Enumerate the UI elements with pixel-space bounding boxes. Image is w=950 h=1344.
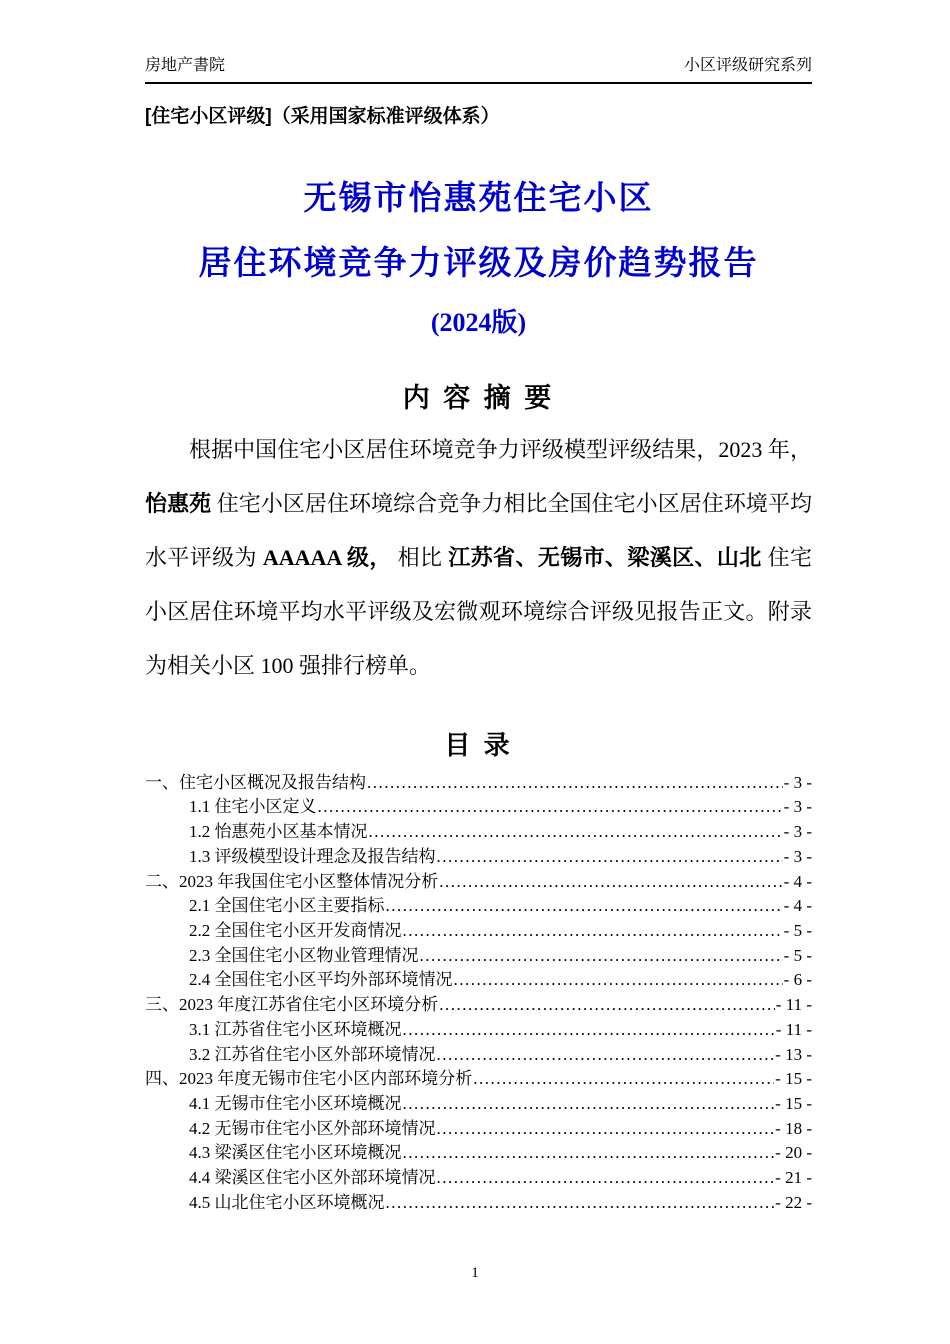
toc-entry-label: 4.1 无锡市住宅小区环境概况: [189, 1093, 402, 1113]
toc-entry-label: 二、2023 年我国住宅小区整体情况分析: [145, 871, 439, 891]
summary-text-segment: 住宅小区居住环境平均水平评级及宏微观环境综合评级见报告正文。附录为相关小区 100 强排行榜单。: [145, 544, 812, 678]
toc-entry: [145, 919, 812, 944]
toc-entry-page: - 4 -: [783, 896, 812, 916]
toc-entry-page: - 13 -: [775, 1044, 812, 1064]
summary-paragraph: [145, 423, 812, 693]
toc-leader-dots: [318, 795, 783, 820]
toc-leader-dots: [439, 993, 775, 1018]
toc-entry-page: - 5 -: [783, 945, 812, 965]
toc-entry-label: 3.2 江苏省住宅小区外部环境情况: [189, 1044, 436, 1064]
summary-text-segment: AAAAA 级，: [262, 544, 392, 570]
toc-entry-page: - 11 -: [775, 995, 812, 1015]
toc-entry: [145, 1043, 812, 1068]
toc-entry: [145, 795, 812, 820]
toc-leader-dots: [386, 1191, 775, 1216]
toc-entry-page: - 15 -: [775, 1093, 812, 1113]
toc-entry-page: - 22 -: [775, 1192, 812, 1212]
toc-entry: [145, 1191, 812, 1216]
toc-entry-page: - 20 -: [775, 1143, 812, 1163]
toc-entry: [145, 944, 812, 969]
toc-leader-dots: [437, 1166, 775, 1191]
toc-entry-label: 2.4 全国住宅小区平均外部环境情况: [189, 970, 453, 990]
toc-leader-dots: [454, 968, 783, 993]
toc-leader-dots: [386, 894, 783, 919]
toc-entry-page: - 3 -: [783, 772, 812, 792]
toc-entry-label: 三、2023 年度江苏省住宅小区环境分析: [145, 995, 439, 1015]
toc-leader-dots: [367, 771, 783, 796]
summary-heading: 内 容 摘 要: [402, 382, 555, 413]
toc-entry: [145, 1067, 812, 1092]
summary-text-segment: 相比: [397, 544, 443, 570]
toc-entry-label: 1.2 怡惠苑小区基本情况: [189, 822, 368, 842]
toc-entry-page: - 11 -: [775, 1019, 812, 1039]
toc-entry-page: - 3 -: [783, 797, 812, 817]
toc-leader-dots: [403, 919, 783, 944]
toc-entry-label: 4.2 无锡市住宅小区外部环境情况: [189, 1118, 436, 1138]
toc-leader-dots: [437, 845, 783, 870]
classification-line: [住宅小区评级]（采用国家标准评级体系）: [145, 106, 500, 128]
header-right-text: 小区评级研究系列: [683, 57, 812, 74]
toc-entry-page: - 6 -: [783, 970, 812, 990]
toc-entry-label: 4.3 梁溪区住宅小区环境概况: [189, 1143, 402, 1163]
report-title-line1: 无锡市怡惠苑住宅小区: [303, 181, 654, 218]
toc-leader-dots: [403, 1018, 775, 1043]
toc-entry-label: 4.4 梁溪区住宅小区外部环境情况: [189, 1168, 436, 1188]
toc-entry: [145, 894, 812, 919]
toc-entry-page: - 5 -: [783, 920, 812, 940]
toc-entry: [145, 1117, 812, 1142]
toc-entry-page: - 4 -: [783, 871, 812, 891]
toc-leader-dots: [403, 1092, 775, 1117]
toc-entry: [145, 771, 812, 796]
summary-text-segment: 住宅小区居住环境综合竞争力相比全国住宅小区居住环境平均水平评级为: [145, 490, 812, 570]
toc-entry: [145, 1092, 812, 1117]
toc-entry: [145, 820, 812, 845]
toc-entry-label: 1.3 评级模型设计理念及报告结构: [189, 846, 436, 866]
toc-entry-label: 四、2023 年度无锡市住宅小区内部环境分析: [145, 1069, 473, 1089]
toc-entry-page: - 15 -: [775, 1069, 812, 1089]
toc-entry: [145, 968, 812, 993]
page-header: [145, 56, 812, 84]
toc-leader-dots: [369, 820, 783, 845]
toc-heading: 目 录: [444, 729, 513, 760]
toc-entry-label: 1.1 住宅小区定义: [189, 797, 317, 817]
header-left-text: 房地产書院: [145, 57, 226, 74]
toc-entry-page: - 18 -: [775, 1118, 812, 1138]
table-of-contents: [145, 771, 812, 1216]
toc-entry: [145, 993, 812, 1018]
toc-leader-dots: [473, 1067, 774, 1092]
toc-entry-page: - 21 -: [775, 1168, 812, 1188]
toc-entry: [145, 1141, 812, 1166]
toc-leader-dots: [403, 1141, 775, 1166]
report-title-line2: 居住环境竞争力评级及房价趋势报告: [198, 246, 759, 283]
toc-leader-dots: [437, 1043, 775, 1068]
summary-text-segment: 怡惠苑: [145, 490, 212, 516]
report-edition: (2024版): [430, 307, 527, 337]
toc-entry: [145, 1166, 812, 1191]
toc-entry-label: 2.3 全国住宅小区物业管理情况: [189, 945, 419, 965]
toc-leader-dots: [420, 944, 783, 969]
toc-entry-label: 4.5 山北住宅小区环境概况: [189, 1192, 385, 1212]
summary-text-segment: 江苏省、无锡市、梁溪区、山北: [448, 544, 762, 570]
toc-entry: [145, 870, 812, 895]
toc-entry: [145, 1018, 812, 1043]
toc-entry-label: 一、住宅小区概况及报告结构: [145, 772, 366, 792]
page-number: 1: [471, 1265, 479, 1281]
summary-text-segment: 根据中国住宅小区居住环境竞争力评级模型评级结果，2023 年，: [189, 436, 812, 462]
toc-leader-dots: [439, 870, 782, 895]
toc-entry-page: - 3 -: [783, 822, 812, 842]
toc-entry-label: 3.1 江苏省住宅小区环境概况: [189, 1019, 402, 1039]
toc-entry-page: - 3 -: [783, 846, 812, 866]
toc-entry: [145, 845, 812, 870]
toc-leader-dots: [437, 1117, 775, 1142]
toc-entry-label: 2.2 全国住宅小区开发商情况: [189, 920, 402, 940]
toc-entry-label: 2.1 全国住宅小区主要指标: [189, 896, 385, 916]
